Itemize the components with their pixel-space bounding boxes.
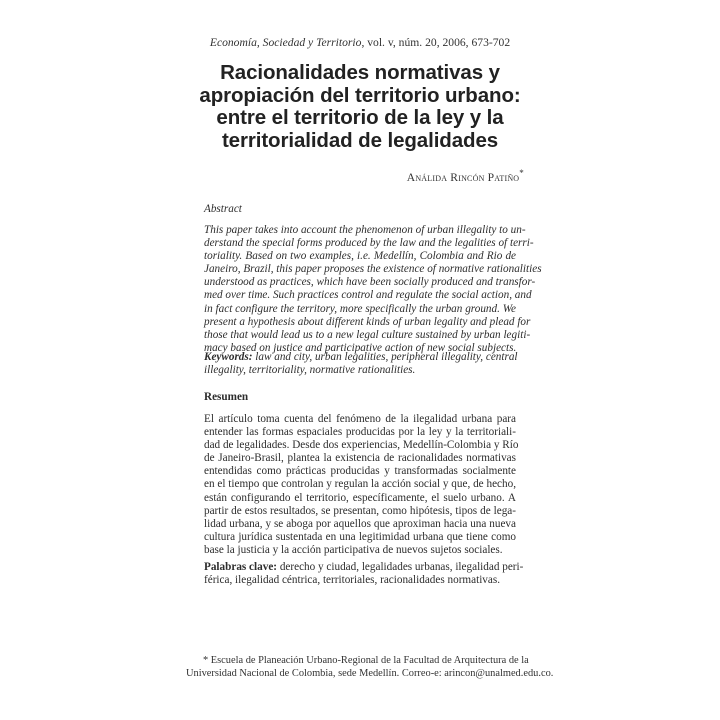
abstract-line: macy based on justice and participative action of new social subjects. [204,341,517,354]
title-line: entre el territorio de la ley y la [216,106,504,130]
running-head [0,36,720,49]
abstract-line: in fact configure the territory, more specifically the urban ground. We [204,302,516,315]
abstract-line: med over time. Such practices control and regulate the social action, and [204,289,532,302]
resumen-line: en el tiempo que controlan y regulan la acción social y que, de hecho, [204,478,516,491]
resumen-line: lidad urbana, y se aboga por aquellos que aproximan hacia una nueva [204,517,516,530]
palabras-clave-label: Palabras clave: [204,561,278,573]
keywords-line: illegality, territoriality, normative rationalities. [204,364,416,377]
resumen-line: de Janeiro-Brasil, plantea la existencia de racionalidades normativas [204,452,516,465]
resumen-line: cultura jurídica sustentada en una legitimidad urbana que tiene como [204,530,516,543]
resumen-line: dad de legalidades. Desde dos experiencias, Medellín-Colombia y Río [204,439,519,452]
keywords [204,351,516,377]
abstract-line: Janeiro, Brazil, this paper proposes the existence of normative rationalities [204,263,542,276]
author-byline [407,168,524,184]
journal-details: , vol. v, núm. 20, 2006, 673-702 [361,36,511,49]
resumen-body [204,413,519,557]
journal-name: Economía, Sociedad y Territorio [209,36,362,49]
keywords-label: Keywords: [204,351,253,363]
author-footnote-mark: * [519,168,524,178]
author-name: Análida Rincón Patiño [406,170,520,184]
resumen-line: entendidas como prácticas producidas y transformadas socialmente [204,465,516,478]
palabras-clave-line: férica, ilegalidad céntrica, territoriales, racionalidades normativas. [204,574,501,587]
abstract-line: present a hypothesis about different kinds of urban legality and plead for [204,315,531,328]
resumen-line: base la justicia y la acción participativa de nuevos sujetos sociales. [204,543,503,556]
resumen-heading: Resumen [204,391,249,403]
palabras-clave-text: derecho y ciudad, legalidades urbanas, ilegalidad peri- [277,561,524,573]
abstract-line: This paper takes into account the phenomenon of urban illegality to un- [204,224,526,236]
title-line: apropiación del territorio urbano: [199,83,521,107]
abstract-body [204,224,542,355]
abstract-heading: Abstract [204,203,242,215]
resumen-line: partir de estos resultados, se presentan, como hipótesis, tipos de lega- [204,504,516,517]
resumen-line: entender las formas espaciales producidas por la ley y la territoriali- [204,426,516,439]
abstract-line: those that would lead us to a new legal culture sustained by urban legiti- [204,328,531,341]
title-line: Racionalidades normativas y [220,61,500,84]
article-title [180,62,540,152]
footnote [186,655,554,680]
title-line: territorialidad de legalidades [221,128,499,152]
resumen-line: están configurando el territorio, específicamente, el suelo urbano. A [204,491,516,504]
abstract-line: understood as practices, which have been socially produced and transfor- [204,276,536,289]
footnote-line: Universidad Nacional de Colombia, sede Medellín. Correo-e: arincon@unalmed.edu.co. [186,667,554,679]
abstract-line: derstand the special forms produced by the law and the legalities of terri- [204,237,534,250]
keywords-text: law and city, urban legalities, peripheral illegality, central [252,351,518,363]
resumen-line: El artículo toma cuenta del fenómeno de la ilegalidad urbana para [204,413,516,425]
footnote-line: * Escuela de Planeación Urbano-Regional de la Facultad de Arquitectura de la [203,655,529,666]
abstract-line: toriality. Based on two examples, i.e. Medellín, Colombia and Rio de [204,250,516,263]
palabras-clave [204,561,524,587]
